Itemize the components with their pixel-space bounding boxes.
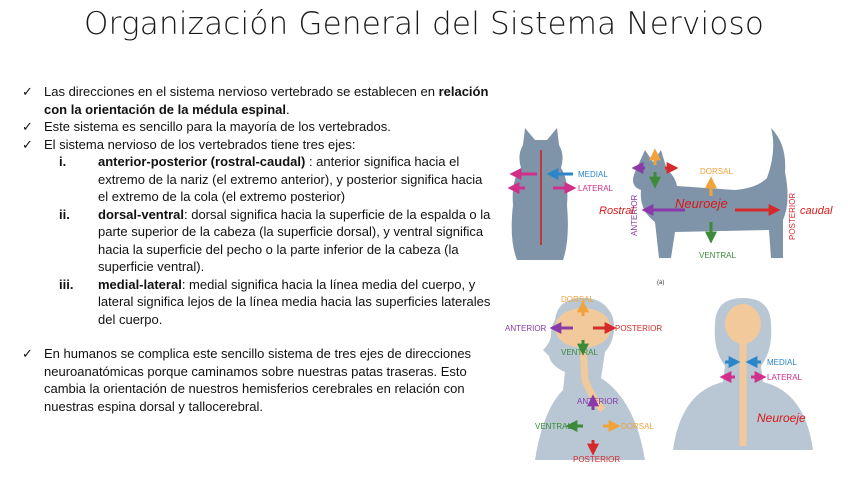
- svg-text:DORSAL: DORSAL: [561, 295, 594, 304]
- svg-text:ANTERIOR: ANTERIOR: [577, 397, 619, 406]
- cat-front-figure: [511, 128, 614, 260]
- svg-text:MEDIAL: MEDIAL: [578, 170, 608, 179]
- svg-text:ANTERIOR: ANTERIOR: [630, 194, 639, 236]
- neuroanatomy-figures: [495, 110, 845, 470]
- bullet-3: ✓ El sistema nervioso de los vertebrados tiene tres ejes:: [22, 136, 356, 152]
- svg-text:POSTERIOR: POSTERIOR: [615, 324, 663, 333]
- svg-text:VENTRAL: VENTRAL: [699, 251, 736, 260]
- svg-text:ANTERIOR: ANTERIOR: [505, 324, 547, 333]
- check-icon: ✓: [22, 119, 33, 134]
- slide-body: [22, 83, 492, 415]
- bullet-1: ✓ Las direcciones en el sistema nervioso vertebrado se establecen en relación con la orientación de la médula espinal.: [22, 84, 489, 117]
- svg-text:DORSAL: DORSAL: [621, 422, 654, 431]
- human-side-figure: [505, 295, 662, 464]
- svg-text:(a): (a): [657, 280, 665, 286]
- svg-text:VENTRAL: VENTRAL: [535, 422, 572, 431]
- handwritten-neuroeje-human: Neuroeje: [757, 411, 806, 425]
- axis-item-2: ii. dorsal-ventral: dorsal significa hacia la superficie de la espalda o la parte superior de la cabeza (la superficie dorsal), y ventral significa hacia la superficie del pecho o la parte inferior de la cabeza (la superficie ventral).: [59, 206, 491, 274]
- axes-illustration: [495, 110, 845, 470]
- bullet-humans: ✓ En humanos se complica este sencillo sistema de tres ejes de direcciones neuroanatómicas porque caminamos sobre nuestras patas traseras. Esto cambia la orientación de nuestros hemisferios cerebrales en relación con nuestras espina dorsal y tallocerebral.: [22, 346, 472, 414]
- check-icon: ✓: [22, 346, 33, 361]
- svg-text:MEDIAL: MEDIAL: [767, 358, 797, 367]
- bullet-2: ✓ Este sistema es sencillo para la mayoría de los vertebrados.: [22, 119, 391, 134]
- svg-text:LATERAL: LATERAL: [578, 184, 613, 193]
- axis-item-1: i. anterior-posterior (rostral-caudal) : anterior significa hacia el extremo de la nariz (el extremo anterior), y posterior significa hacia el extremo de la cola (el extremo posterior): [59, 154, 483, 204]
- svg-text:VENTRAL: VENTRAL: [561, 348, 598, 357]
- handwritten-neuroeje-cat: Neuroeje: [675, 196, 728, 211]
- handwritten-rostral: Rostral: [599, 205, 634, 217]
- svg-text:DORSAL: DORSAL: [700, 167, 733, 176]
- axis-item-3: iii. medial-lateral: medial significa hacia la línea media del cuerpo, y lateral significa lejos de la línea media hacia las superficies laterales del cuerpo.: [59, 276, 491, 327]
- cat-side-figure: [599, 128, 833, 286]
- human-back-figure: [673, 298, 813, 450]
- check-icon: ✓: [22, 136, 33, 152]
- slide-title: Organización General del Sistema Nervioso: [83, 6, 765, 42]
- svg-text:POSTERIOR: POSTERIOR: [788, 192, 797, 240]
- check-icon: ✓: [22, 84, 33, 99]
- handwritten-caudal: caudal: [800, 205, 833, 217]
- svg-text:LATERAL: LATERAL: [767, 373, 802, 382]
- svg-text:POSTERIOR: POSTERIOR: [573, 455, 621, 464]
